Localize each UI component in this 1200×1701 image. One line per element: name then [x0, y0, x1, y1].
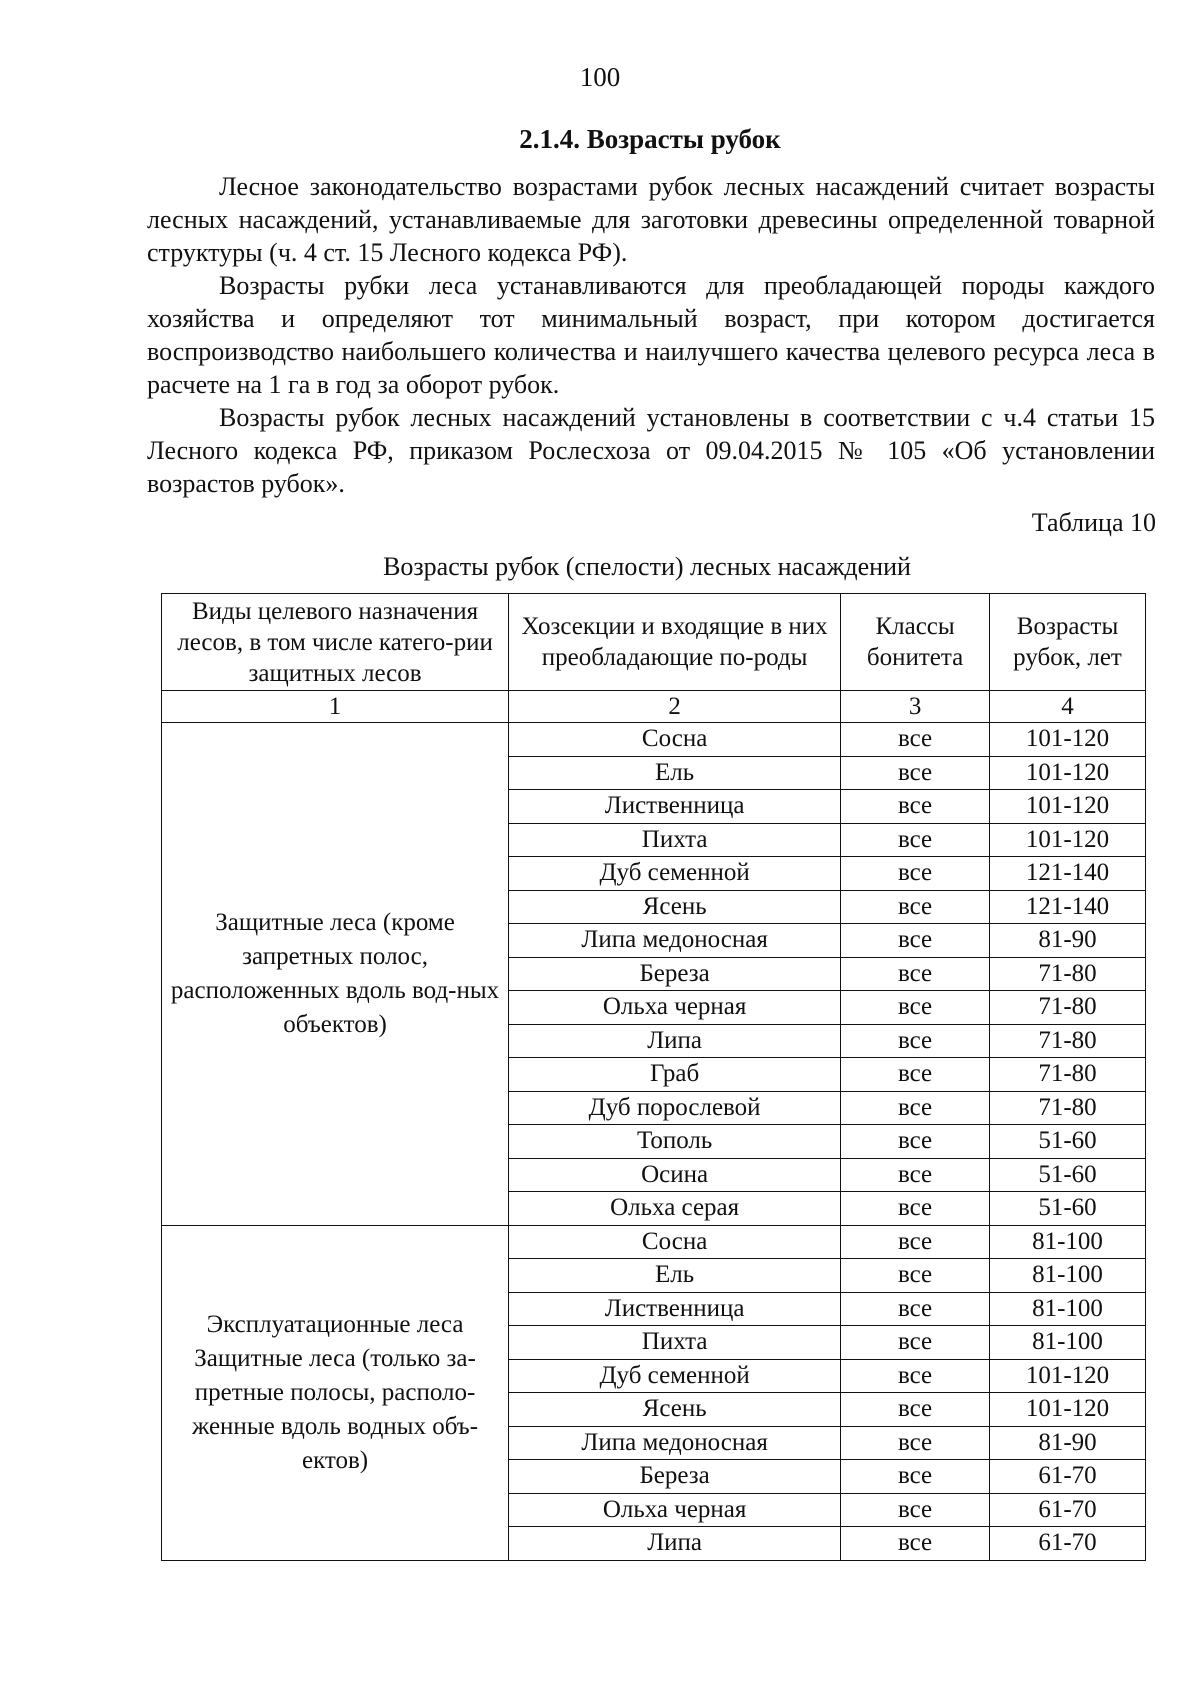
site-class-cell: все	[841, 1460, 990, 1494]
header-cell-cutting-age: Возрасты рубок, лет	[990, 594, 1146, 691]
cutting-age-cell: 51-60	[990, 1192, 1146, 1226]
species-cell: Береза	[509, 957, 841, 991]
cutting-age-cell: 81-90	[990, 924, 1146, 958]
site-class-cell: все	[841, 1125, 990, 1159]
cutting-age-cell: 61-70	[990, 1527, 1146, 1561]
species-cell: Осина	[509, 1158, 841, 1192]
site-class-cell: все	[841, 1024, 990, 1058]
species-cell: Пихта	[509, 1326, 841, 1360]
species-cell: Дуб порослевой	[509, 1091, 841, 1125]
species-cell: Ясень	[509, 1393, 841, 1427]
species-cell: Липа медоносная	[509, 924, 841, 958]
cutting-age-cell: 71-80	[990, 957, 1146, 991]
species-cell: Ольха черная	[509, 1493, 841, 1527]
cutting-age-cell: 81-100	[990, 1326, 1146, 1360]
cutting-age-cell: 121-140	[990, 890, 1146, 924]
paragraph: Возрасты рубок лесных насаждений установлены в соответствии с ч.4 статьи 15 Лесного кодекса РФ, приказом Рослесхоза от 09.04.2015 № 105 «Об установлении возрастов рубок».	[147, 403, 1155, 498]
cutting-age-cell: 101-120	[990, 790, 1146, 824]
species-cell: Береза	[509, 1460, 841, 1494]
site-class-cell: все	[841, 857, 990, 891]
table-body	[162, 723, 1146, 1561]
cutting-age-cell: 81-100	[990, 1259, 1146, 1293]
species-cell: Лиственница	[509, 790, 841, 824]
site-class-cell: все	[841, 1426, 990, 1460]
species-cell: Ольха черная	[509, 991, 841, 1025]
header-cell-purpose: Виды целевого назначения лесов, в том числе катего-рии защитных лесов	[162, 594, 509, 691]
page-number: 100	[579, 62, 621, 92]
site-class-cell: все	[841, 1292, 990, 1326]
species-cell: Липа	[509, 1024, 841, 1058]
species-cell: Дуб семенной	[509, 1359, 841, 1393]
table-header-row	[162, 594, 1146, 691]
cutting-age-cell: 61-70	[990, 1493, 1146, 1527]
column-number-cell: 1	[162, 691, 509, 723]
body-text	[147, 170, 1155, 500]
site-class-cell: все	[841, 756, 990, 790]
column-number-cell: 2	[509, 691, 841, 723]
cutting-age-cell: 81-100	[990, 1225, 1146, 1259]
species-cell: Дуб семенной	[509, 857, 841, 891]
header-cell-site-class: Классы бонитета	[841, 594, 990, 691]
species-cell: Ель	[509, 756, 841, 790]
site-class-cell: все	[841, 1192, 990, 1226]
site-class-cell: все	[841, 1259, 990, 1293]
table-row	[162, 1225, 1146, 1259]
site-class-cell: все	[841, 1326, 990, 1360]
cutting-age-cell: 101-120	[990, 823, 1146, 857]
cutting-age-cell: 101-120	[990, 756, 1146, 790]
cutting-age-cell: 101-120	[990, 723, 1146, 757]
site-class-cell: все	[841, 1058, 990, 1092]
species-cell: Ясень	[509, 890, 841, 924]
cutting-age-cell: 61-70	[990, 1460, 1146, 1494]
table-label: Таблица 10	[1031, 508, 1156, 537]
table-title: Возрасты рубок (спелости) лесных насаждений	[383, 552, 911, 581]
cutting-age-cell: 51-60	[990, 1125, 1146, 1159]
cutting-age-cell: 101-120	[990, 1359, 1146, 1393]
header-cell-species: Хозсекции и входящие в них преобладающие по-роды	[509, 594, 841, 691]
species-cell: Пихта	[509, 823, 841, 857]
site-class-cell: все	[841, 957, 990, 991]
species-cell: Ель	[509, 1259, 841, 1293]
cutting-age-cell: 71-80	[990, 1091, 1146, 1125]
column-number-cell: 3	[841, 691, 990, 723]
forest-purpose-group-cell: Защитные леса (кроме запретных полос, расположенных вдоль вод-ных объектов)	[162, 723, 509, 1226]
site-class-cell: все	[841, 1091, 990, 1125]
site-class-cell: все	[841, 1158, 990, 1192]
cutting-age-cell: 121-140	[990, 857, 1146, 891]
site-class-cell: все	[841, 1393, 990, 1427]
site-class-cell: все	[841, 723, 990, 757]
species-cell: Сосна	[509, 1225, 841, 1259]
species-cell: Лиственница	[509, 1292, 841, 1326]
paragraph: Возрасты рубки леса устанавливаются для преобладающей породы каждого хозяйства и определяют тот минимальный возраст, при котором достигается воспроизводство наибольшего количества и наилучшего качества целевого ресурса леса в расчете на 1 га в год за оборот рубок.	[147, 271, 1155, 399]
cutting-age-table	[161, 593, 1146, 1561]
cutting-age-cell: 81-100	[990, 1292, 1146, 1326]
species-cell: Ольха серая	[509, 1192, 841, 1226]
cutting-age-cell: 101-120	[990, 1393, 1146, 1427]
cutting-age-cell: 81-90	[990, 1426, 1146, 1460]
species-cell: Граб	[509, 1058, 841, 1092]
cutting-age-cell: 51-60	[990, 1158, 1146, 1192]
section-heading: 2.1.4. Возрасты рубок	[519, 124, 781, 154]
site-class-cell: все	[841, 1225, 990, 1259]
species-cell: Липа медоносная	[509, 1426, 841, 1460]
cutting-age-cell: 71-80	[990, 991, 1146, 1025]
species-cell: Липа	[509, 1527, 841, 1561]
cutting-age-cell: 71-80	[990, 1024, 1146, 1058]
column-number-cell: 4	[990, 691, 1146, 723]
site-class-cell: все	[841, 1359, 990, 1393]
site-class-cell: все	[841, 924, 990, 958]
table-row	[162, 723, 1146, 757]
species-cell: Тополь	[509, 1125, 841, 1159]
site-class-cell: все	[841, 1527, 990, 1561]
paragraph: Лесное законодательство возрастами рубок лесных насаждений считает возрасты лесных насаждений, устанавливаемые для заготовки древесины определенной товарной структуры (ч. 4 ст. 15 Лесного кодекса РФ).	[147, 172, 1155, 267]
species-cell: Сосна	[509, 723, 841, 757]
site-class-cell: все	[841, 991, 990, 1025]
cutting-age-cell: 71-80	[990, 1058, 1146, 1092]
site-class-cell: все	[841, 890, 990, 924]
site-class-cell: все	[841, 1493, 990, 1527]
site-class-cell: все	[841, 823, 990, 857]
column-number-row	[162, 691, 1146, 723]
forest-purpose-group-cell: Эксплуатационные леса Защитные леса (только за-претные полосы, располо-женные вдоль водных объ-ектов)	[162, 1225, 509, 1560]
site-class-cell: все	[841, 790, 990, 824]
